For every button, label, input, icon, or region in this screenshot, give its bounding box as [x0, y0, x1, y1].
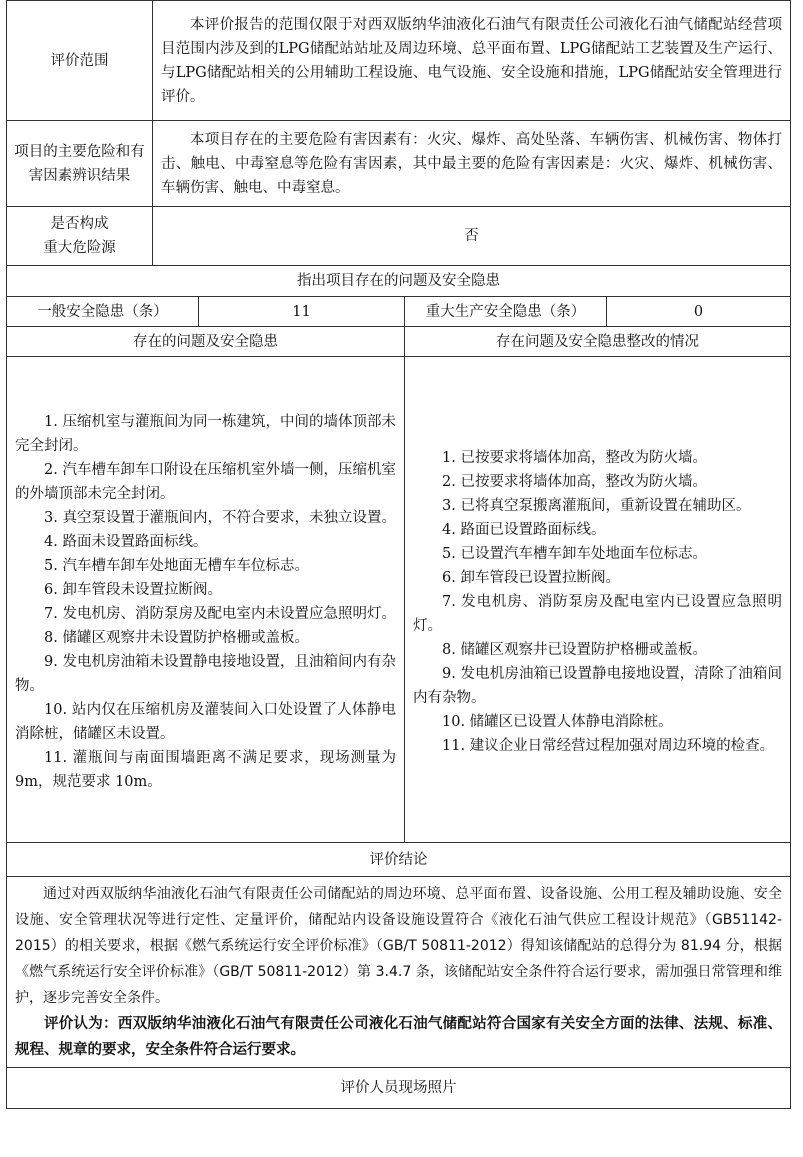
general-hazard-value: 11: [199, 297, 405, 327]
list-item: 5. 汽车槽车卸车处地面无槽车车位标志。: [44, 557, 309, 574]
scope-text: 本评价报告的范围仅限于对西双版纳华油液化石油气有限责任公司液化石油气储配站经营项目范围内涉及到的LPG储配站站址及周边环境、总平面布置、LPG储配站工艺装置及生产运行、与LPG储配站相关的公用辅助工程设施、电气设施、安全设施和措施，LPG储配站安全管理进行评价。: [161, 16, 782, 105]
major-hazard-count-value: 0: [607, 297, 791, 327]
list-item: 1. 已按要求将墙体加高，整改为防火墙。: [442, 449, 707, 466]
scope-label: 评价范围: [7, 1, 153, 121]
rectifications-column-header: 存在问题及安全隐患整改的情况: [405, 327, 791, 357]
hazards-cell: [153, 121, 791, 207]
list-item: 2. 已按要求将墙体加高，整改为防火墙。: [442, 473, 707, 490]
list-item: 9. 发电机房油箱已设置静电接地设置，清除了油箱间内有杂物。: [413, 665, 782, 706]
problems-list: [7, 357, 405, 843]
conclusion-header-row: [7, 843, 791, 877]
list-item: 5. 已设置汽车槽车卸车处地面车位标志。: [442, 545, 707, 562]
major-hazard-count-label: 重大生产安全隐患（条）: [405, 297, 607, 327]
list-item: 2. 汽车槽车卸车口附设在压缩机室外墙一侧，压缩机室的外墙顶部未完全封闭。: [15, 461, 396, 502]
list-item: 10. 储罐区已设置人体静电消除桩。: [442, 713, 673, 730]
problems-column-header: 存在的问题及安全隐患: [7, 327, 405, 357]
list-item: 6. 卸车管段已设置拉断阀。: [442, 569, 620, 586]
list-item: 8. 储罐区观察井未设置防护格栅或盖板。: [44, 629, 309, 646]
list-item: 11. 灌瓶间与南面围墙距离不满足要求，现场测量为 9m，规范要求 10m。: [15, 749, 396, 790]
evaluation-table: [6, 0, 791, 1109]
issues-header: 指出项目存在的问题及安全隐患: [7, 266, 791, 297]
photos-header: 评价人员现场照片: [7, 1068, 791, 1109]
major-hazard-label: [7, 207, 153, 266]
list-item: 9. 发电机房油箱未设置静电接地设置，且油箱间内有杂物。: [15, 653, 396, 694]
conclusion-paragraph: 通过对西双版纳华油液化石油气有限责任公司储配站的周边环境、总平面布置、设备设施、公用工程及辅助设施、安全设施、安全管理状况等进行定性、定量评价，储配站内设备设施设置符合《液化石油气供应工程设计规范》（GB51142-2015）的相关要求，根据《燃气系统运行安全评价标准》（GB/T 50811-2012）得知该储配站的总得分为 81.94 分，根据《燃气系统运行安全评价标准》（GB/T 50811-2012）第 3.4.7 条，该储配站安全条件符合运行要求，需加强日常管理和维护，逐步完善安全条件。: [15, 886, 782, 1006]
counts-row: [7, 297, 791, 327]
columns-header-row: [7, 327, 791, 357]
conclusion-bold-paragraph: 评价认为：西双版纳华油液化石油气有限责任公司液化石油气储配站符合国家有关安全方面的法律、法规、标准、规程、规章的要求，安全条件符合运行要求。: [15, 1015, 782, 1058]
issues-list-row: [7, 357, 791, 843]
general-hazard-label: 一般安全隐患（条）: [7, 297, 199, 327]
list-item: 6. 卸车管段未设置拉断阀。: [44, 581, 222, 598]
evaluation-page: [6, 0, 790, 1109]
major-hazard-label-line2: 重大危险源: [43, 240, 116, 256]
hazards-text: 本项目存在的主要危险有害因素有：火灾、爆炸、高处坠落、车辆伤害、机械伤害、物体打击、触电、中毒窒息等危险有害因素，其中最主要的危险有害因素是：火灾、爆炸、机械伤害、车辆伤害、触电、中毒窒息。: [161, 131, 782, 196]
list-item: 3. 已将真空泵搬离灌瓶间，重新设置在辅助区。: [442, 497, 751, 514]
list-item: 4. 路面未设置路面标线。: [44, 533, 208, 550]
issues-header-row: [7, 266, 791, 297]
list-item: 4. 路面已设置路面标线。: [442, 521, 606, 538]
conclusion-header: 评价结论: [7, 843, 791, 877]
conclusion-row: [7, 877, 791, 1068]
list-item: 8. 储罐区观察井已设置防护格栅或盖板。: [442, 641, 707, 658]
scope-cell: [153, 1, 791, 121]
rectifications-list: [405, 357, 791, 843]
major-hazard-row: [7, 207, 791, 266]
major-hazard-value: 否: [153, 207, 791, 266]
scope-row: [7, 1, 791, 121]
list-item: 1. 压缩机室与灌瓶间为同一栋建筑，中间的墙体顶部未完全封闭。: [15, 413, 396, 454]
photos-header-row: [7, 1068, 791, 1109]
hazards-row: [7, 121, 791, 207]
list-item: 3. 真空泵设置于灌瓶间内，不符合要求，未独立设置。: [44, 509, 396, 526]
list-item: 7. 发电机房、消防泵房及配电室内未设置应急照明灯。: [44, 605, 396, 622]
list-item: 10. 站内仅在压缩机房及灌装间入口处设置了人体静电消除桩，储罐区未设置。: [15, 701, 396, 742]
major-hazard-label-line1: 是否构成: [50, 216, 109, 232]
list-item: 11. 建议企业日常经营过程加强对周边环境的检查。: [442, 737, 775, 754]
hazards-label: 项目的主要危险和有害因素辨识结果: [7, 121, 153, 207]
conclusion-cell: [7, 877, 791, 1068]
list-item: 7. 发电机房、消防泵房及配电室内已设置应急照明灯。: [413, 593, 782, 634]
